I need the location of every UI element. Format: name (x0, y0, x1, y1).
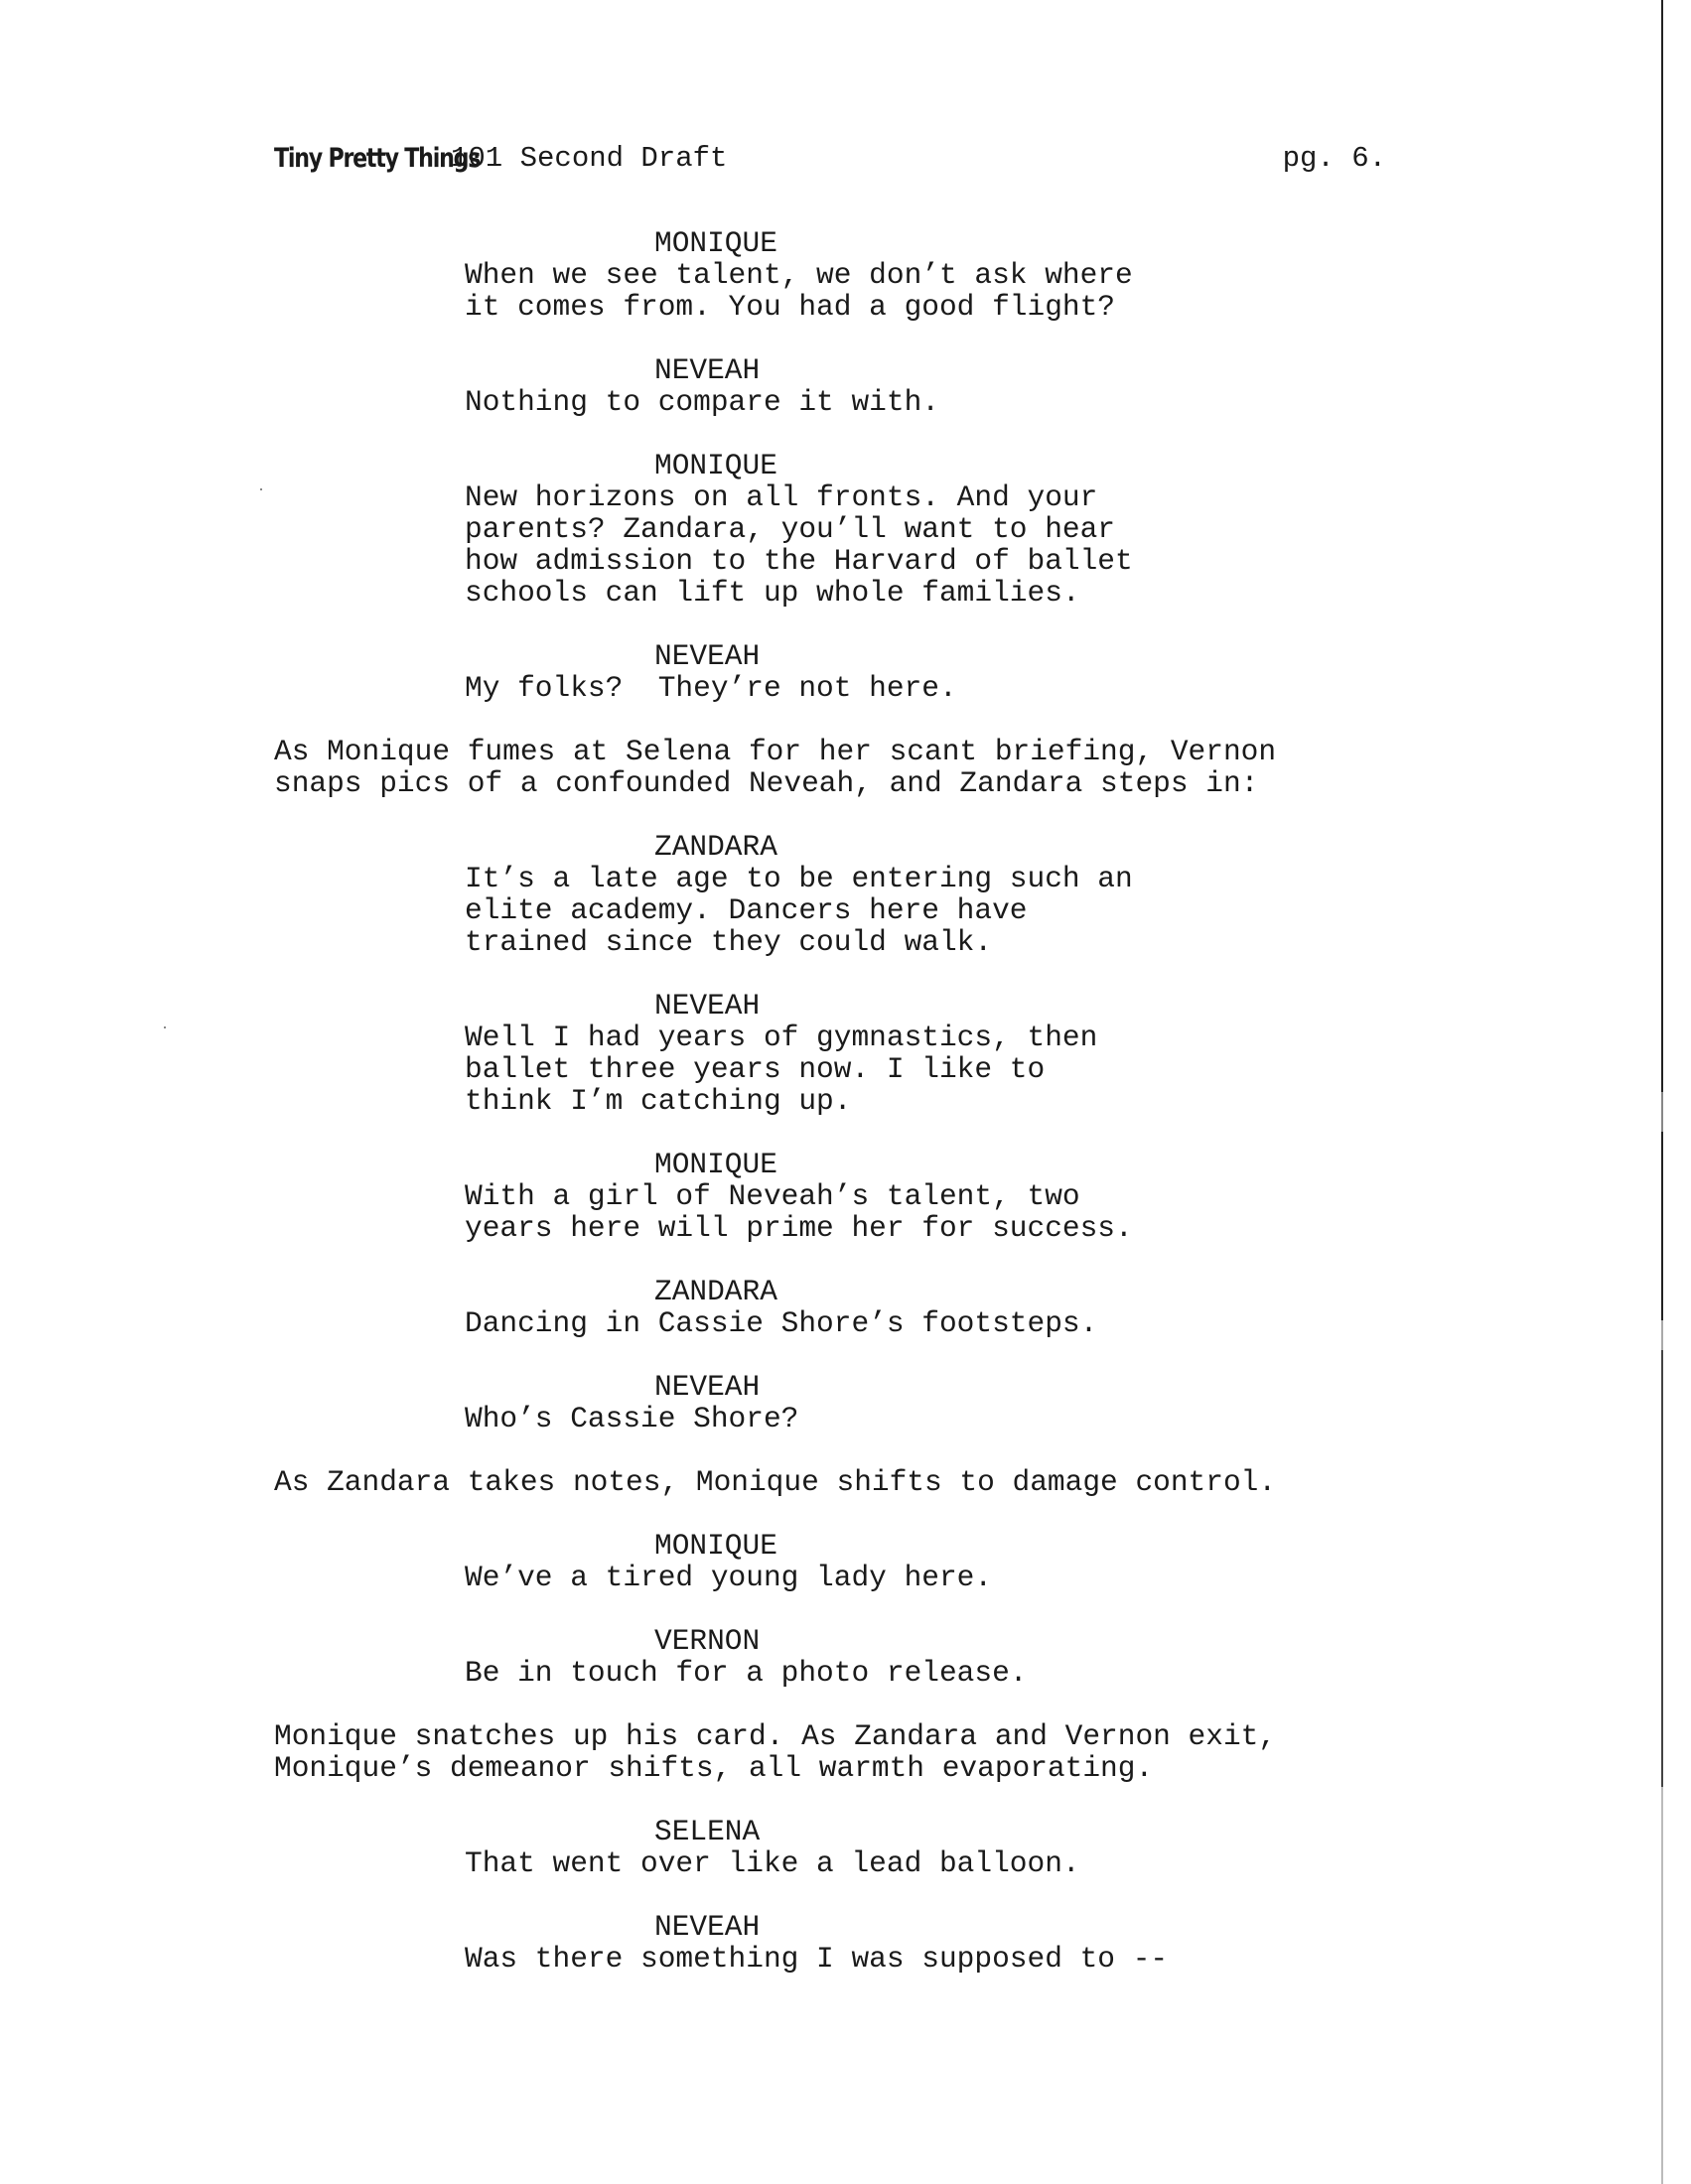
character-name: NEVEAH (654, 639, 761, 673)
action-line: Monique’s demeanor shifts, all warmth evaporating. (274, 1751, 1154, 1785)
show-title: Tiny Pretty Things (274, 143, 481, 174)
page-edge-line (1661, 0, 1663, 2184)
dialogue-block (0, 831, 1691, 958)
action-block (0, 1720, 1691, 1784)
dialogue-block (0, 1371, 1691, 1434)
dialogue-block (0, 354, 1691, 418)
dialogue-line: It’s a late age to be entering such an (465, 862, 1133, 895)
dialogue-block (0, 1625, 1691, 1689)
dialogue-line: it comes from. You had a good flight? (465, 290, 1116, 324)
draft-info: 101 Second Draft (451, 142, 728, 175)
action-line: As Zandara takes notes, Monique shifts to damage control. (274, 1465, 1277, 1499)
dialogue-line: years here will prime her for success. (465, 1211, 1133, 1245)
action-block (0, 736, 1691, 799)
page-header (274, 139, 1386, 179)
dialogue-block (0, 450, 1691, 609)
page-number: pg. 6. (1282, 142, 1386, 175)
character-name: MONIQUE (654, 449, 777, 482)
dialogue-line: When we see talent, we don’t ask where (465, 258, 1133, 292)
dialogue-block (0, 1816, 1691, 1879)
dialogue-block (0, 1276, 1691, 1339)
dialogue-block (0, 990, 1691, 1117)
character-name: VERNON (654, 1624, 761, 1658)
character-name: SELENA (654, 1815, 761, 1848)
action-block (0, 1466, 1691, 1498)
dialogue-line: Nothing to compare it with. (465, 385, 939, 419)
dialogue-block (0, 227, 1691, 323)
dialogue-line: My folks? They’re not here. (465, 671, 957, 705)
dialogue-block (0, 1149, 1691, 1244)
character-name: NEVEAH (654, 353, 761, 387)
character-name: MONIQUE (654, 226, 777, 260)
action-line: As Monique fumes at Selena for her scant briefing, Vernon (274, 735, 1277, 768)
character-name: ZANDARA (654, 830, 777, 864)
dialogue-line: New horizons on all fronts. And your (465, 480, 1098, 514)
action-line: Monique snatches up his card. As Zandara and Vernon exit, (274, 1719, 1277, 1753)
dialogue-block (0, 1530, 1691, 1593)
character-name: NEVEAH (654, 1910, 761, 1944)
dialogue-line: schools can lift up whole families. (465, 576, 1080, 610)
dialogue-line: Dancing in Cassie Shore’s footsteps. (465, 1306, 1098, 1340)
dialogue-block (0, 1911, 1691, 1975)
dialogue-line: elite academy. Dancers here have (465, 893, 1028, 927)
dialogue-line: parents? Zandara, you’ll want to hear (465, 512, 1116, 546)
action-line: snaps pics of a confounded Neveah, and Zandara steps in: (274, 766, 1259, 800)
dialogue-line: Was there something I was supposed to -- (465, 1942, 1169, 1976)
dialogue-line: Who’s Cassie Shore? (465, 1402, 799, 1435)
dialogue-block (0, 640, 1691, 704)
dialogue-line: ballet three years now. I like to (465, 1052, 1046, 1086)
scan-speck (260, 488, 262, 490)
character-name: NEVEAH (654, 989, 761, 1023)
dialogue-line: trained since they could walk. (465, 925, 993, 959)
scan-speck (164, 1026, 166, 1028)
dialogue-line: think I’m catching up. (465, 1084, 852, 1118)
script-body (0, 227, 1691, 2006)
dialogue-line: Be in touch for a photo release. (465, 1656, 1028, 1690)
dialogue-line: With a girl of Neveah’s talent, two (465, 1179, 1080, 1213)
character-name: NEVEAH (654, 1370, 761, 1404)
dialogue-line: how admission to the Harvard of ballet (465, 544, 1133, 578)
character-name: MONIQUE (654, 1529, 777, 1563)
dialogue-line: That went over like a lead balloon. (465, 1846, 1080, 1880)
dialogue-line: We’ve a tired young lady here. (465, 1561, 993, 1594)
character-name: MONIQUE (654, 1148, 777, 1181)
dialogue-line: Well I had years of gymnastics, then (465, 1021, 1098, 1054)
character-name: ZANDARA (654, 1275, 777, 1308)
